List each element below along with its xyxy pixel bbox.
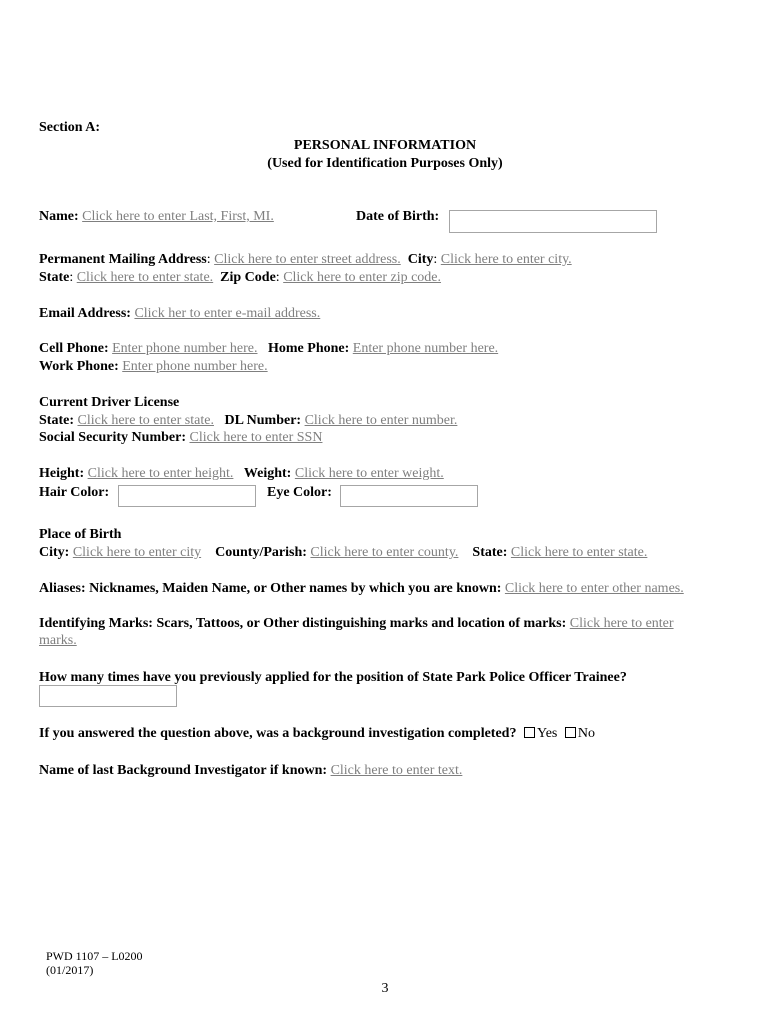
license-row (39, 412, 457, 429)
eye-color-label: Eye Color: (267, 485, 332, 500)
state-zip-row: State: Click here to enter state. Zip Code: Click here to enter zip code. (39, 270, 442, 285)
name-field[interactable]: Click here to enter Last, First, MI. (82, 209, 274, 224)
ssn-field[interactable]: Click here to enter SSN (189, 430, 323, 445)
form-id: PWD 1107 – L0200 (46, 949, 143, 963)
section-title: PERSONAL INFORMATION (293, 138, 477, 153)
license-state-label: State: (39, 413, 74, 428)
height-label: Height: (39, 466, 85, 481)
street-field[interactable]: Click here to enter street address. (214, 252, 401, 267)
license-state-field[interactable]: Click here to enter state. (77, 413, 214, 428)
dob-label: Date of Birth: (356, 209, 440, 224)
zip-label: Zip Code (220, 270, 276, 285)
section-subtitle: (Used for Identification Purposes Only) (267, 156, 503, 171)
dl-number-label: DL Number: (224, 413, 302, 428)
birth-city-field[interactable]: Click here to enter city (72, 545, 202, 560)
license-heading: Current Driver License (39, 395, 180, 410)
email-field[interactable]: Click her to enter e-mail address. (134, 306, 321, 321)
zip-field[interactable]: Click here to enter zip code. (283, 270, 442, 285)
aliases-field[interactable]: Click here to enter other names. (504, 581, 684, 596)
birth-county-field[interactable]: Click here to enter county. (310, 545, 459, 560)
cell-phone-field[interactable]: Enter phone number here. (112, 341, 258, 356)
cell-phone-label: Cell Phone: (39, 341, 109, 356)
birthplace-heading: Place of Birth (39, 527, 122, 542)
background-row (39, 725, 595, 742)
applied-question: How many times have you previously applied for the position of State Park Police Officer Trainee? (39, 670, 627, 685)
name-label: Name: (39, 209, 79, 224)
marks-label: Identifying Marks: Scars, Tattoos, or Other distinguishing marks and location of marks: (39, 616, 567, 631)
work-phone-field[interactable]: Enter phone number here. (122, 359, 268, 374)
birth-county-label: County/Parish: (215, 545, 307, 560)
hair-color-label: Hair Color: (39, 485, 110, 500)
aliases-row (39, 580, 684, 597)
city-field[interactable]: Click here to enter city. (440, 252, 572, 267)
phone-row (39, 340, 498, 357)
dob-field[interactable] (449, 210, 657, 233)
ssn-row (39, 429, 322, 446)
page-number: 3 (381, 981, 389, 996)
marks-field[interactable]: Click here to enter (569, 616, 674, 631)
dl-number-field[interactable]: Click here to enter number. (304, 413, 458, 428)
ssn-label: Social Security Number: (39, 430, 186, 445)
address-row: Permanent Mailing Address: Click here to enter street address. City: Click here to enter city. (39, 252, 572, 267)
email-label: Email Address: (39, 306, 131, 321)
weight-label: Weight: (243, 466, 292, 481)
height-weight-row (39, 465, 444, 482)
work-phone-row (39, 358, 268, 375)
investigator-field[interactable]: Click here to enter text. (330, 763, 463, 778)
section-label: Section A: (39, 120, 101, 135)
investigator-label: Name of last Background Investigator if known: (39, 763, 328, 778)
birthplace-row (39, 544, 647, 561)
state-label: State (39, 270, 70, 285)
address-label: Permanent Mailing Address (39, 252, 207, 267)
birth-state-label: State: (472, 545, 508, 560)
form-date: (01/2017) (46, 963, 94, 977)
marks-field-continued[interactable]: marks. (39, 633, 77, 648)
background-yes-label: Yes (536, 726, 558, 741)
email-row (39, 305, 320, 322)
eye-color-field[interactable] (340, 485, 478, 507)
background-no-label: No (577, 726, 595, 741)
work-phone-label: Work Phone: (39, 359, 119, 374)
address-colon: : (206, 252, 211, 267)
birth-city-label: City: (39, 545, 70, 560)
name-row (39, 208, 274, 225)
birth-state-field[interactable]: Click here to enter state. (510, 545, 648, 560)
home-phone-label: Home Phone: (268, 341, 350, 356)
background-question: If you answered the question above, was a background investigation completed? (39, 726, 517, 741)
aliases-label: Aliases: Nicknames, Maiden Name, or Other names by which you are known: (39, 581, 502, 596)
marks-row (39, 615, 674, 632)
hair-color-field[interactable] (118, 485, 256, 507)
city-label: City (407, 252, 434, 267)
height-field[interactable]: Click here to enter height. (87, 466, 234, 481)
applied-count-field[interactable] (39, 685, 177, 707)
weight-field[interactable]: Click here to enter weight. (294, 466, 444, 481)
investigator-row (39, 762, 462, 779)
state-field[interactable]: Click here to enter state. (76, 270, 214, 285)
marks-row-cont (39, 632, 77, 649)
background-yes-checkbox[interactable] (524, 727, 535, 738)
background-no-checkbox[interactable] (565, 727, 576, 738)
home-phone-field[interactable]: Enter phone number here. (352, 341, 499, 356)
